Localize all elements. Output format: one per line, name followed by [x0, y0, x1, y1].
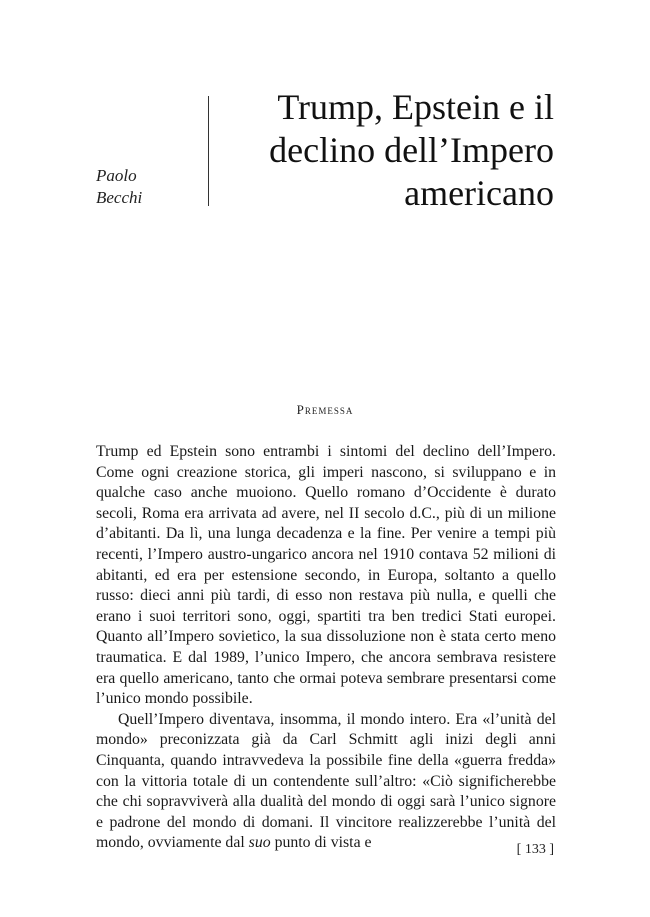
author-name: [96, 165, 142, 209]
author-first-name: Paolo: [96, 166, 137, 185]
title-line-3: americano: [404, 173, 554, 213]
paragraph-2-text: Quell’Impero diventava, insomma, il mondo intero. Era «l’unità del mondo» preconizzata già da Carl Schmitt agli inizi degli anni Cinquanta, quando intravvedeva la possibile fine della «guerra fredda» con la vittoria totale di un contendente sull’altro: «Ciò significherebbe che chi sopravviverà alla dualità del mondo di oggi sarà l’unico signore e padrone del mondo di domani. Il vincitore realizzerebbe l’unità del mondo, ovviamente dal: [96, 710, 556, 852]
author-last-name: Becchi: [96, 188, 143, 207]
paragraph-2-text-end: punto di vista e: [270, 834, 372, 852]
paragraph-2: [96, 710, 556, 854]
title-divider: [208, 96, 209, 206]
title-line-1: Trump, Epstein e il: [277, 87, 554, 127]
body-text: [96, 442, 556, 854]
page-number: [ 133 ]: [516, 842, 554, 857]
paragraph-2-emphasis: suo: [248, 834, 271, 852]
section-heading: Premessa: [296, 402, 354, 417]
title-line-2: declino dell’Impero: [269, 130, 554, 170]
paragraph-1: Trump ed Epstein sono entrambi i sintomi del declino dell’Impero. Come ogni creazione storica, gli imperi nascono, si sviluppano e in qualche caso anche muoiono. Quello romano d’Occidente è durato secoli, Roma era arrivata ad avere, nel II secolo d.C., più di un milione d’abitanti. Da lì, una lunga decadenza e la fine. Per venire a tempi più recenti, l’Impero austro-ungarico ancora nel 1910 contava 52 milioni di abitanti, ed era per estensione secondo, in Europa, soltanto a quello russo: dieci anni più tardi, di esso non restava più nulla, e quelli che erano i suoi territori sono, oggi, spartiti tra ben tredici Stati europei. Quanto all’Impero sovietico, la sua dissoluzione non è stata certo meno traumatica. E dal 1989, l’unico Impero, che ancora sembrava resistere era quello americano, tanto che ormai poteva sembrare presentarsi come l’unico mondo possibile.: [96, 443, 556, 708]
article-title: [214, 86, 554, 215]
